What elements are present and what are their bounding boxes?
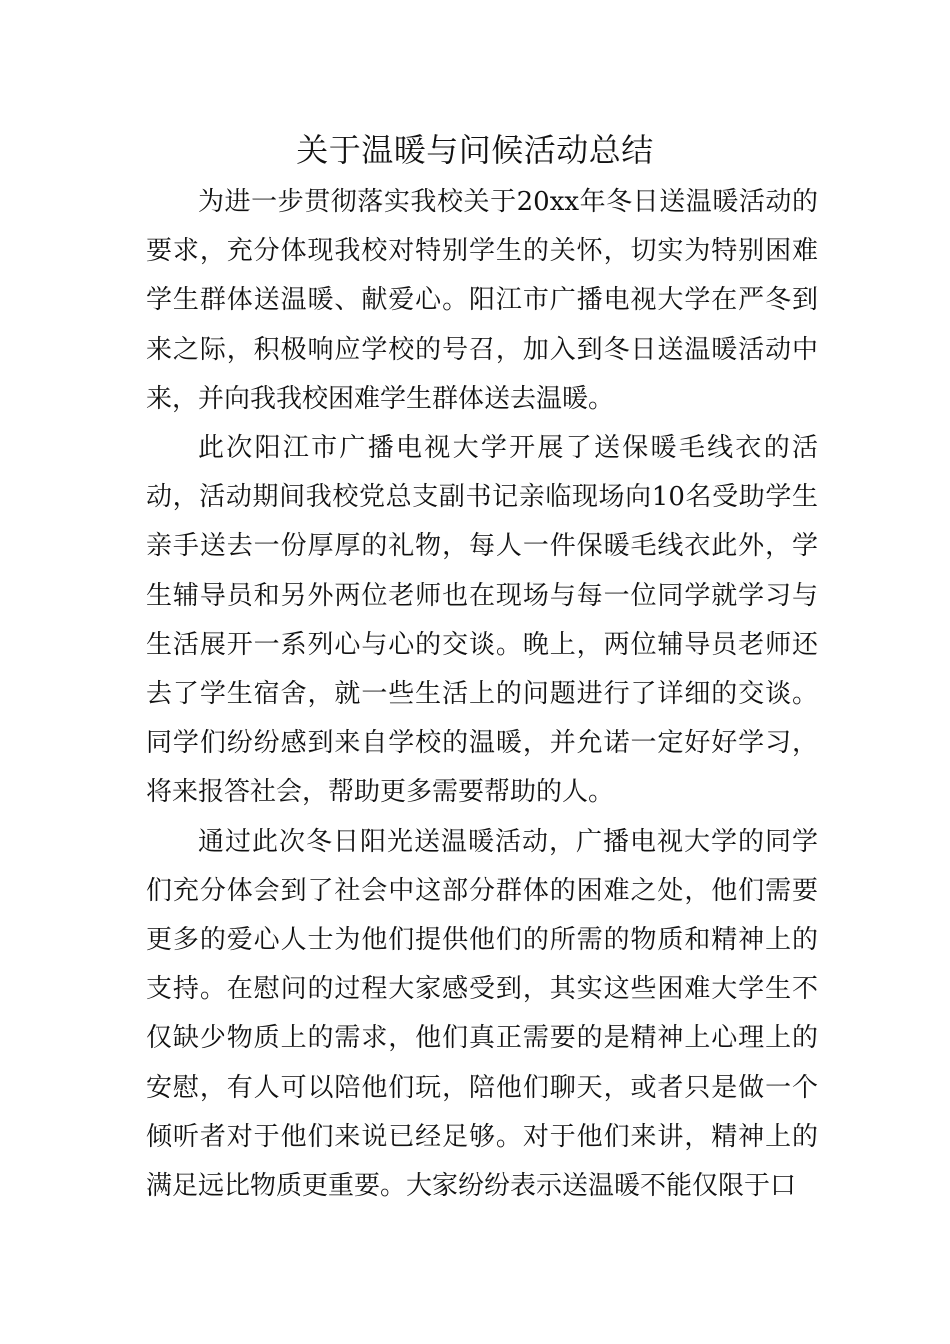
paragraph-3: 通过此次冬日阳光送温暖活动，广播电视大学的同学们充分体会到了社会中这部分群体的困难之处，他们需要更多的爱心人士为他们提供他们的所需的物质和精神上的支持。在慰问的过程大家感受到，其实这些困难大学生不仅缺少物质上的需求，他们真正需要的是精神上心理上的安慰，有人可以陪他们玩，陪他们聊天，或者只是做一个倾听者对于他们来说已经足够。对于他们来讲，精神上的满足远比物质更重要。大家纷纷表示送温暖不能仅限于口 bbox=[146, 826, 818, 1202]
paragraph-2: 此次阳江市广播电视大学开展了送保暖毛线衣的活动，活动期间我校党总支副书记亲临现场向10名受助学生亲手送去一份厚厚的礼物，每人一件保暖毛线衣此外，学生辅导员和另外两位老师也在现场与每一位同学就学习与生活展开一系列心与心的交谈。晚上，两位辅导员老师还去了学生宿舍，就一些生活上的问题进行了详细的交谈。同学们纷纷感到来自学校的温暖，并允诺一定好好学习，将来报答社会，帮助更多需要帮助的人。 bbox=[146, 433, 818, 808]
paragraph-1: 为进一步贯彻落实我校关于20xx年冬日送温暖活动的要求，充分体现我校对特别学生的关怀，切实为特别困难学生群体送温暖、献爱心。阳江市广播电视大学在严冬到来之际，积极响应学校的号召，加入到冬日送温暖活动中来，并向我我校困难学生群体送去温暖。 bbox=[146, 187, 818, 414]
document-title: 关于温暖与问候活动总结 bbox=[296, 131, 654, 169]
document-body bbox=[146, 178, 818, 1211]
